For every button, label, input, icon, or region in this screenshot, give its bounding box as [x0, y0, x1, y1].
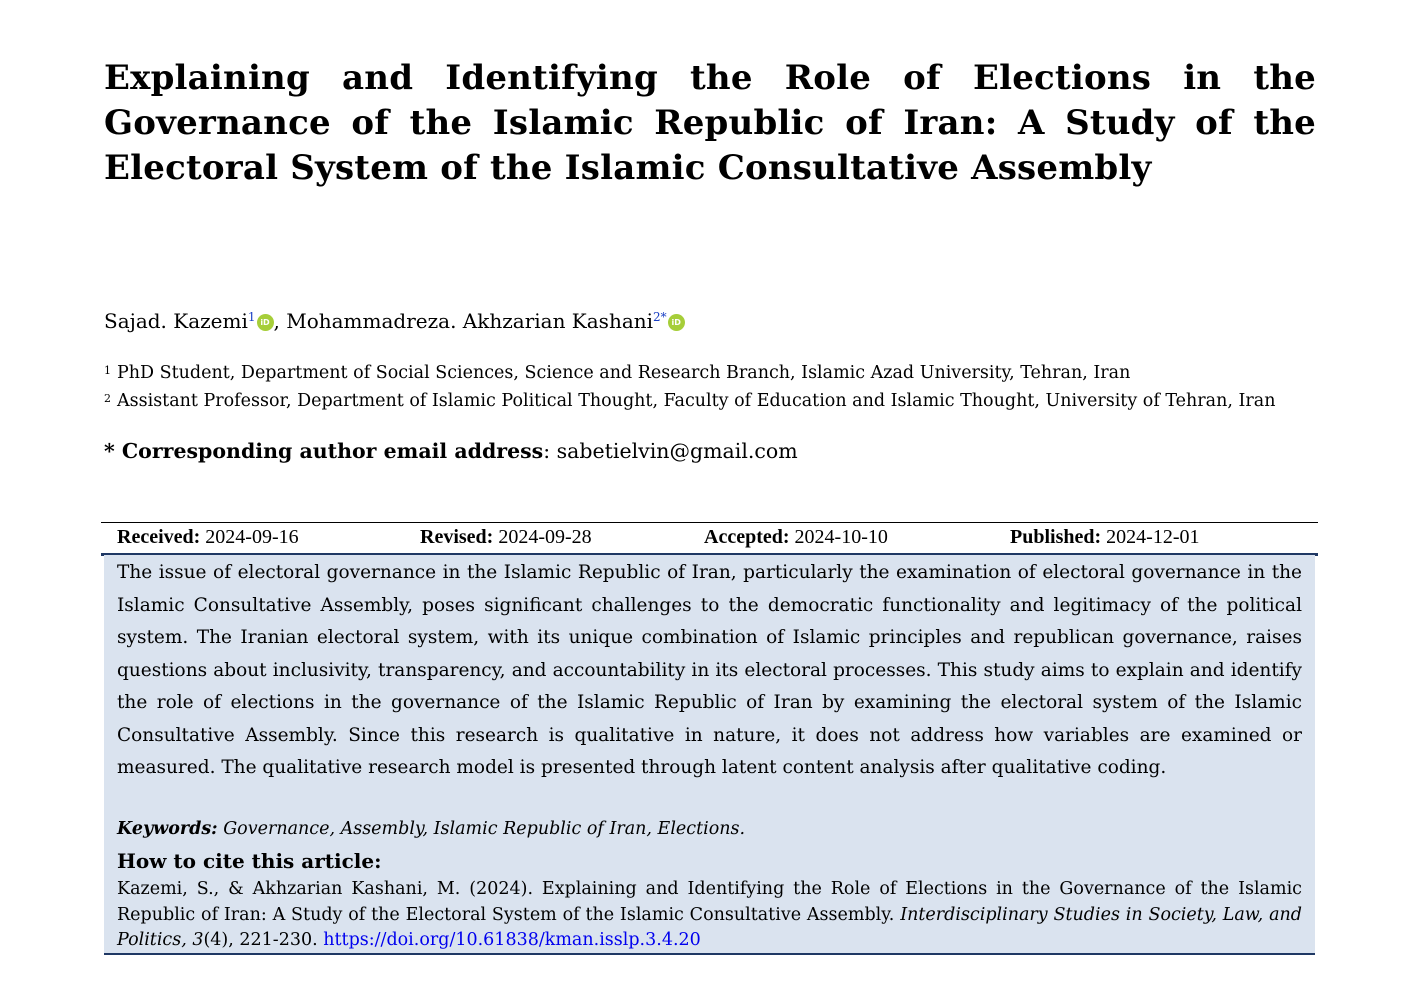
- date-accepted: [704, 523, 888, 552]
- article-title: Explaining and Identifying the Role of Elections in the Governance of the Islamic Republic of Iran: A Study of the Electoral System of the Islamic Consultative Assembly: [104, 58, 1316, 188]
- date-value: 2024-09-16: [205, 526, 299, 548]
- date-label: Revised:: [420, 526, 494, 548]
- date-value: 2024-12-01: [1106, 526, 1200, 548]
- author-name: Sajad. Kazemi: [104, 309, 248, 333]
- affiliation-item: [104, 386, 1275, 414]
- date-value: 2024-09-28: [498, 526, 592, 548]
- affiliation-text: Assistant Professor, Department of Islamic Political Thought, Faculty of Education and Islamic Thought, University of Tehran, Iran: [117, 391, 1276, 411]
- keywords: [117, 815, 745, 843]
- date-label: Published:: [1010, 526, 1102, 548]
- author-list: [104, 302, 685, 336]
- citation: [117, 877, 1302, 954]
- corresponding-label: * Corresponding author email address: [104, 439, 544, 463]
- corresponding-email[interactable]: sabetielvin@gmail.com: [556, 439, 798, 463]
- abstract-box: [104, 555, 1315, 955]
- author-separator: ,: [273, 309, 287, 333]
- affiliation-item: [104, 358, 1275, 386]
- corresponding-separator: :: [543, 439, 557, 463]
- date-published: [1010, 523, 1199, 552]
- date-value: 2024-10-10: [794, 526, 888, 548]
- orcid-icon[interactable]: iD: [668, 314, 685, 331]
- date-label: Received:: [117, 526, 201, 548]
- citation-issue-pages: (4), 221-230.: [203, 930, 324, 950]
- keywords-label: Keywords:: [117, 819, 218, 839]
- affiliation-list: [104, 358, 1275, 414]
- citation-journal: Interdisciplinary Studies in Society, Law, and Politics, 3: [117, 904, 1302, 950]
- keywords-text: Governance, Assembly, Islamic Republic of Iran, Elections.: [217, 819, 746, 839]
- doi-link[interactable]: https://doi.org/10.61838/kman.isslp.3.4.20: [323, 930, 701, 950]
- citation-text: Kazemi, S., & Akhzarian Kashani, M. (2024). Explaining and Identifying the Role of Elections in the Governance of the Islamic Republic of Iran: A Study of the Electoral System of the Islamic Consultative Assembly.: [117, 879, 1302, 925]
- orcid-icon[interactable]: iD: [257, 314, 274, 331]
- date-received: [117, 523, 299, 552]
- date-label: Accepted:: [704, 526, 790, 548]
- corresponding-author: [104, 436, 798, 466]
- affiliation-number: 2: [104, 392, 111, 405]
- affiliation-text: PhD Student, Department of Social Sciences, Science and Research Branch, Islamic Azad University, Tehran, Iran: [117, 363, 1131, 383]
- article-dates: [101, 522, 1318, 556]
- author-name: Mohammadreza. Akhzarian Kashani: [286, 309, 654, 333]
- affiliation-number: 1: [104, 364, 111, 377]
- date-revised: [420, 523, 592, 552]
- author-affiliation-mark: 1: [247, 310, 256, 324]
- abstract-text: The issue of electoral governance in the Islamic Republic of Iran, particularly the examination of electoral governance in the Islamic Consultative Assembly, poses significant challenges to the democratic functionality and legitimacy of the political system. The Iranian electoral system, with its unique combination of Islamic principles and republican governance, raises questions about inclusivity, transparency, and accountability in its electoral processes. This study aims to explain and identify the role of elections in the governance of the Islamic Republic of Iran by examining the electoral system of the Islamic Consultative Assembly. Since this research is qualitative in nature, it does not address how variables are examined or measured. The qualitative research model is presented through latent content analysis after qualitative coding.: [117, 562, 1302, 778]
- cite-heading: How to cite this article:: [117, 849, 382, 873]
- author-affiliation-mark: 2*: [653, 310, 667, 324]
